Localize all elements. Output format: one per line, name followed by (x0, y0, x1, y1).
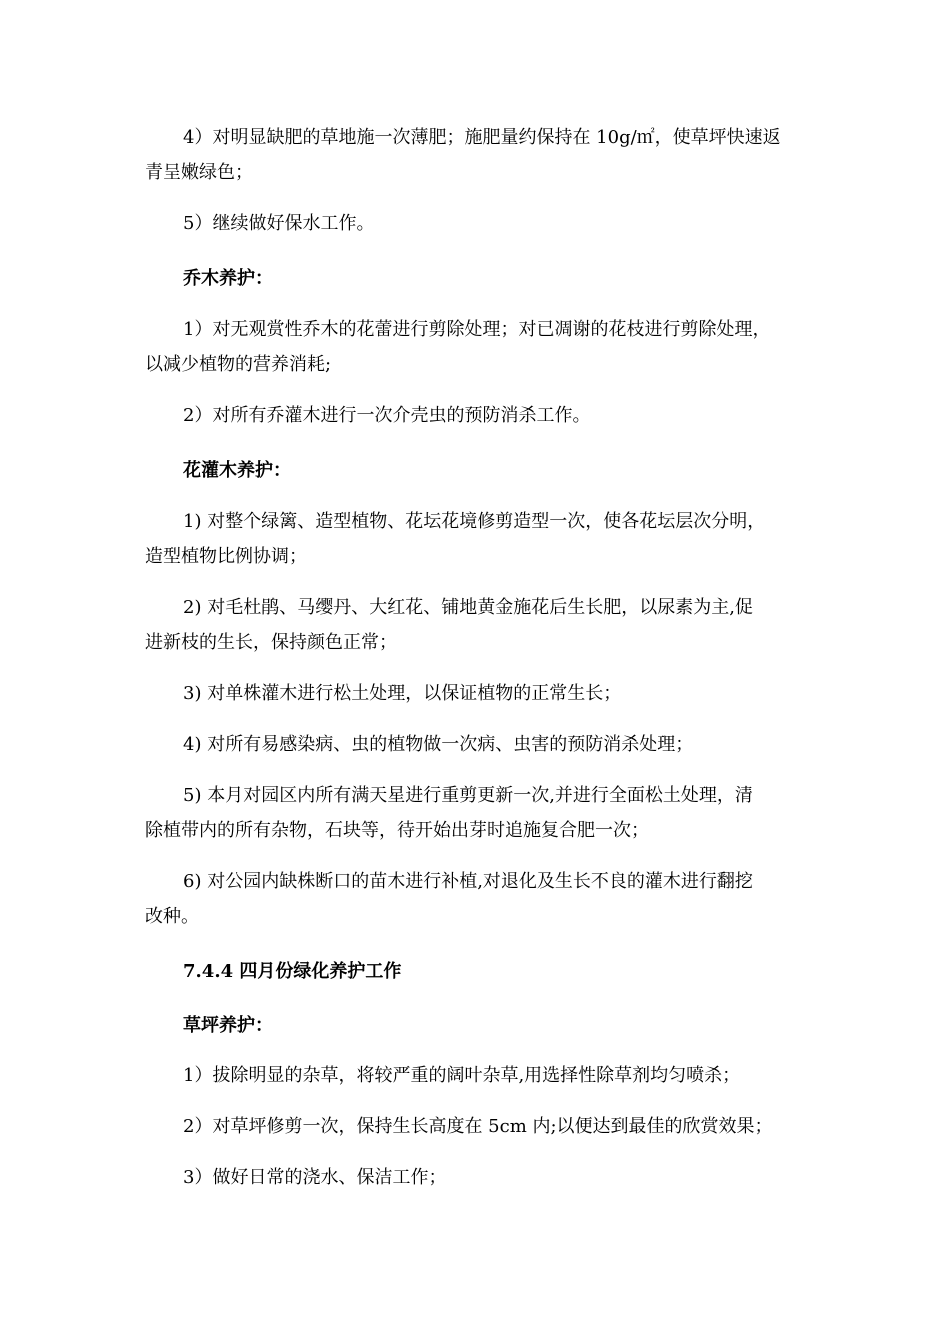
april-lawn-item-3: 3）做好日常的浇水、保洁工作； (183, 1167, 447, 1188)
shrub-item-6-line-1: 6) 对公园内缺株断口的苗木进行补植,对退化及生长不良的灌木进行翻挖 (183, 871, 753, 892)
shrub-item-3: 3) 对单株灌木进行松土处理，以保证植物的正常生长； (183, 683, 622, 704)
shrub-item-1-line-1: 1) 对整个绿篱、造型植物、花坛花境修剪造型一次，使各花坛层次分明， (183, 511, 766, 532)
shrub-item-6-line-2: 改种。 (145, 906, 199, 927)
lawn-item-5: 5）继续做好保水工作。 (183, 213, 375, 234)
shrub-item-1-line-2: 造型植物比例协调； (145, 546, 307, 567)
shrub-item-4: 4) 对所有易感染病、虫的植物做一次病、虫害的预防消杀处理； (183, 734, 694, 755)
shrub-heading: 花灌木养护： (183, 460, 291, 481)
tree-heading: 乔木养护： (183, 268, 273, 289)
shrub-item-5-line-2: 除植带内的所有杂物，石块等，待开始出芽时追施复合肥一次； (145, 820, 649, 841)
lawn-item-4-line-2: 青呈嫩绿色； (145, 162, 253, 183)
shrub-item-5-line-1: 5) 本月对园区内所有满天星进行重剪更新一次,并进行全面松土处理，清 (183, 785, 753, 806)
tree-item-1-line-2: 以减少植物的营养消耗; (145, 354, 332, 375)
april-lawn-item-2: 2）对草坪修剪一次，保持生长高度在 5cm 内;以便达到最佳的欣赏效果； (183, 1116, 773, 1137)
tree-item-2: 2）对所有乔灌木进行一次介壳虫的预防消杀工作。 (183, 405, 591, 426)
shrub-item-2-line-2: 进新枝的生长，保持颜色正常； (145, 632, 397, 653)
tree-item-1-line-1: 1）对无观赏性乔木的花蕾进行剪除处理；对已凋谢的花枝进行剪除处理， (183, 319, 771, 340)
section-heading: 7.4.4 四月份绿化养护工作 (183, 961, 402, 982)
shrub-item-2-line-1: 2) 对毛杜鹃、马缨丹、大红花、铺地黄金施花后生长肥，以尿素为主,促 (183, 597, 753, 618)
april-lawn-item-1: 1）拔除明显的杂草，将较严重的阔叶杂草,用选择性除草剂均匀喷杀； (183, 1065, 741, 1086)
lawn-item-4-line-1: 4）对明显缺肥的草地施一次薄肥；施肥量约保持在 10g/㎡，使草坪快速返 (183, 127, 781, 148)
april-lawn-heading: 草坪养护： (183, 1015, 273, 1036)
